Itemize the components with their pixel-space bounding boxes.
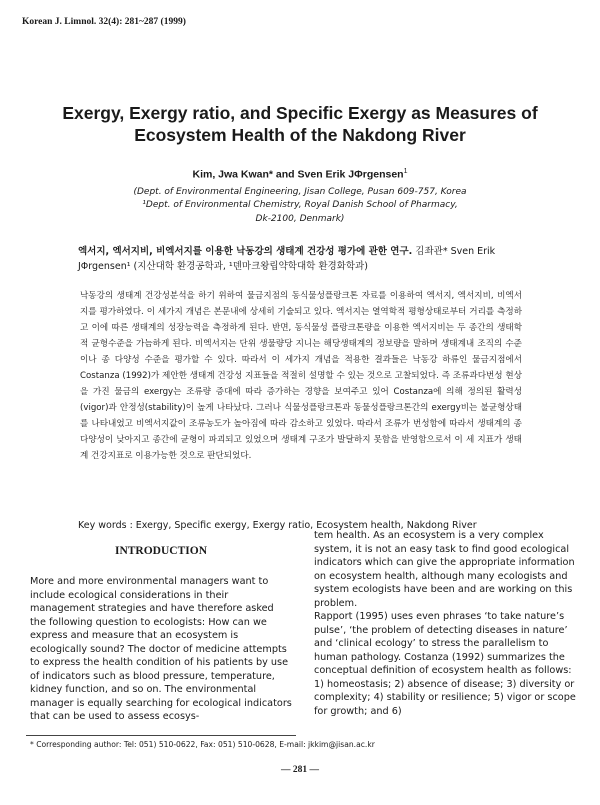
- author-names: Kim, Jwa Kwan* and Sven Erik JΦrgensen: [192, 168, 404, 181]
- corresponding-author-footnote: * Corresponding author: Tel: 051) 510-0622, Fax: 051) 510-0628, E-mail: jkkim@jisan.ac.kr: [30, 740, 375, 749]
- affiliation-line: ¹Dept. of Environmental Chemistry, Royal Danish School of Pharmacy,: [142, 200, 458, 211]
- author-affiliation-mark: 1: [403, 168, 408, 175]
- body-column-left: More and more environmental managers want to include ecological considerations in their management strategies and have therefore asked the following question to ecologists: How can we express and measure that an ecosystem is ecologically sound? The doctor of medicine attempts to express the health condition of his patients by use of indicators such as blood pressure, temperature, kidney function, and so on. The environmental manager is equally searching for ecological indicators that can be used to assess ecosys-: [30, 576, 292, 722]
- author-line: [40, 168, 560, 181]
- keywords: Key words : Exergy, Specific exergy, Exergy ratio, Ecosystem health, Nakdong River: [78, 520, 477, 531]
- korean-title-block: [78, 245, 528, 274]
- affiliation-line: (Dept. of Environmental Engineering, Jisan College, Pusan 609-757, Korea: [133, 187, 467, 197]
- korean-title: 엑서지, 엑서지비, 비엑서지를 이용한 낙동강의 생태계 건강성 평가에 관한 연구.: [78, 246, 413, 257]
- page-number: — 281 —: [281, 765, 319, 775]
- affiliation-line: Dk-2100, Denmark): [255, 213, 345, 224]
- paper-title: Exergy, Exergy ratio, and Specific Exergy as Measures of Ecosystem Health of the Nakdong River: [62, 103, 538, 145]
- affiliations: [40, 186, 560, 226]
- body-column-right: tem health. As an ecosystem is a very complex system, it is not an easy task to find good ecological indicators which can give the appropriate information on ecosystem health, although many ecologists and system ecologists have been and are working on this problem. Rapport (1995) uses even phrases ‘to take nature’s pulse’, ‘the problem of detecting diseases in nature’ and ‘clinical ecology’ to stress the parallelism to human pathology. Costanza (1992) summarizes the conceptual definition of ecosystem health as follows: 1) homeostasis; 2) absence of disease; 3) diversity or complexity; 4) stability or resilience; 5) vigor or scope for growth; and 6): [314, 530, 576, 717]
- korean-authors: 김좌관* Sven Erik JΦrgensen¹ (지산대학 환경공학과, ¹덴마크왕립약학대학 환경화학과): [78, 246, 496, 272]
- journal-reference: Korean J. Limnol. 32(4): 281~287 (1999): [22, 17, 186, 27]
- section-heading-introduction: INTRODUCTION: [114, 545, 207, 557]
- korean-abstract: 낙동강의 생태계 건강성분석을 하기 위하여 물금지점의 동식물성플랑크톤 자료를 이용하여 엑서지, 엑서지비, 비엑서지를 평가하였다. 이 세가지 개념은 본문내에 상세히 기술되고 있다. 엑서지는 열역학적 평형상태로부터 거리를 측정하고 이에 따른 생태계의 성장능력을 측정하게 된다. 반면, 동식물성 플랑크톤량을 이용한 엑서지비는 두 종간의 생태학적 균형수준을 가늠하게 된다. 비엑서지는 단위 생물량당 지니는 해당생태계의 정보량을 말하며 생태계내 조직의 수준이나 종 다양성 수준을 평가할 수 있다. 따라서 이 세가지 개념을 적용한 결과들은 낙동강 하류인 물금지점에서 Costanza (1992)가 제안한 생태계 건강성 지표들을 적절히 설명할 수 있는 것으로 고찰되었다. 즉 조류과다번성 현상을 가진 물금의 exergy는 조류량 증대에 따라 증가하는 경향을 보여주고 있어 Costanza에 의해 정의된 활력성(vigor)과 안정성(stability)이 높게 나타났다. 그러나 식물성플랑크톤과 동물성플랑크톤간의 exergy비는 불균형상태를 나타내었고 비엑서지값이 조류농도가 높아짐에 따라 감소하고 있었다. 따라서 조류가 번성함에 따라서 생태계의 종다양성이 낮아지고 종간에 균형이 파괴되고 있었으며 생태계 구조가 발달하지 못함을 반영함으로서 이 세 지표가 생태계 건강지표로 이용가능한 것으로 판단되었다.: [80, 291, 522, 461]
- footnote-divider: [26, 735, 296, 736]
